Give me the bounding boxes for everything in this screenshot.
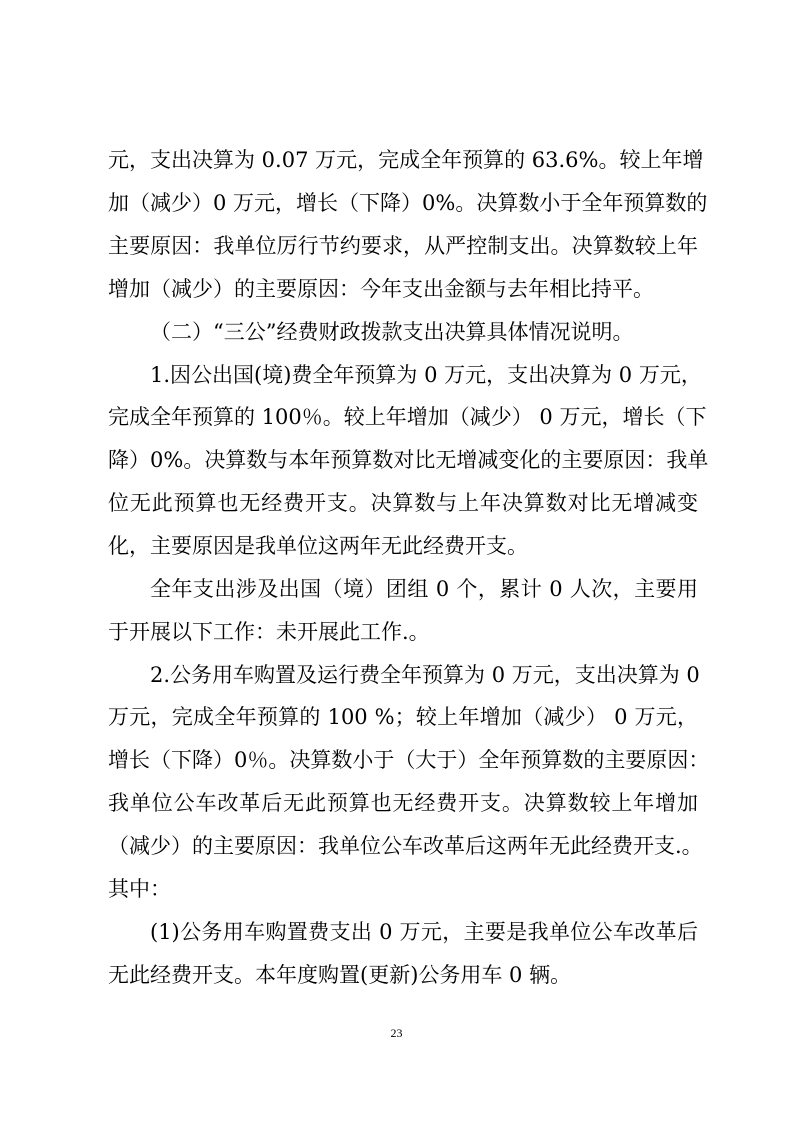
- paragraph-line-1: 元，支出决算为 0.07 万元，完成全年预算的 63.6%。较上年增: [108, 148, 704, 172]
- paragraph-line-20: 无此经费开支。本年度购置(更新)公务用车 0 辆。: [108, 963, 572, 987]
- paragraph-line-15: 增长（下降）0％。决算数小于（大于）全年预算数的主要原因：: [108, 748, 710, 772]
- paragraph-line-2: 加（减少）0 万元，增长（下降）0%。决算数小于全年预算数的: [108, 191, 708, 215]
- paragraph-line-17: （减少）的主要原因：我单位公车改革后这两年无此经费开支.。: [108, 834, 703, 858]
- page-number: 23: [390, 1026, 403, 1040]
- paragraph-line-11: 全年支出涉及出国（境）团组 0 个，累计 0 人次，主要用: [150, 577, 698, 601]
- paragraph-line-7: 完成全年预算的 100％。较上年增加（减少） 0 万元，增长（下: [108, 405, 707, 429]
- paragraph-line-3: 主要原因：我单位厉行节约要求，从严控制支出。决算数较上年: [108, 234, 698, 258]
- paragraph-line-6: 1.因公出国(境)费全年预算为 0 万元，支出决算为 0 万元，: [150, 363, 702, 387]
- paragraph-line-19: (1)公务用车购置费支出 0 万元，主要是我单位公车改革后: [150, 920, 698, 944]
- paragraph-line-8: 降）0%。决算数与本年预算数对比无增减变化的主要原因：我单: [108, 448, 709, 472]
- paragraph-line-13: 2.公务用车购置及运行费全年预算为 0 万元，支出决算为 0: [150, 663, 700, 687]
- paragraph-line-14: 万元，完成全年预算的 100 %；较上年增加（减少） 0 万元，: [108, 705, 698, 729]
- paragraph-line-16: 我单位公车改革后无此预算也无经费开支。决算数较上年增加: [108, 791, 698, 815]
- section-heading: （二）“三公”经费财政拨款支出决算具体情况说明。: [150, 320, 634, 344]
- paragraph-line-10: 化，主要原因是我单位这两年无此经费开支。: [108, 534, 528, 558]
- paragraph-line-18: 其中：: [108, 877, 171, 901]
- paragraph-line-9: 位无此预算也无经费开支。决算数与上年决算数对比无增减变: [108, 491, 698, 515]
- paragraph-line-12: 于开展以下工作：未开展此工作.。: [108, 620, 430, 644]
- paragraph-line-4: 增加（减少）的主要原因：今年支出金额与去年相比持平。: [108, 277, 654, 301]
